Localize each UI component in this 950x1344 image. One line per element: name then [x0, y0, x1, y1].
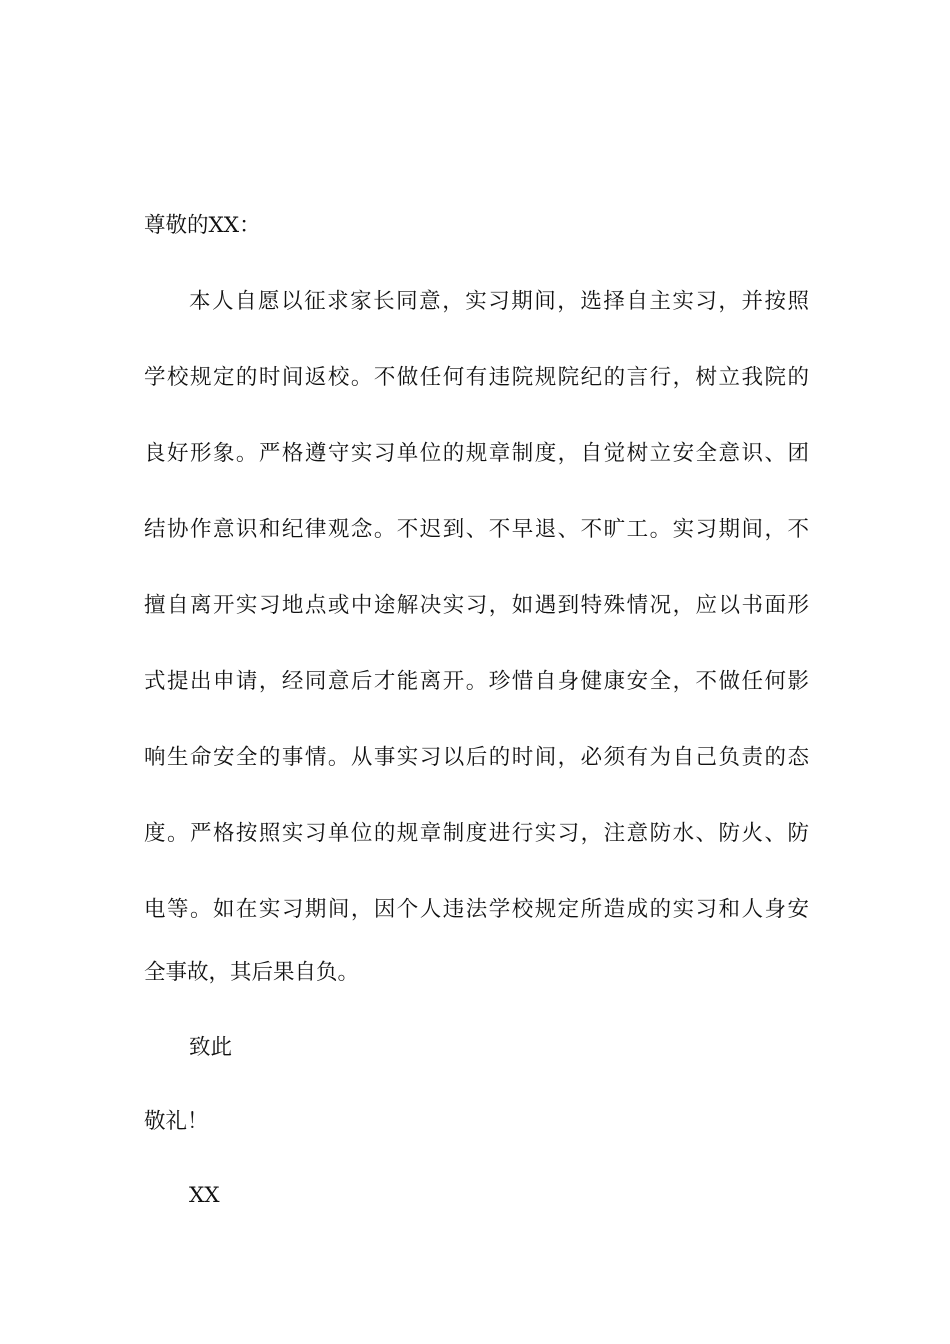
body-line-9: 电等。如在实习期间，因个人违法学校规定所造成的实习和人身安 — [144, 897, 809, 922]
body-line-10: 全事故，其后果自负。 — [144, 960, 360, 985]
body-line-2: 学校规定的时间返校。不做任何有违院规院纪的言行，树立我院的 — [144, 365, 809, 390]
body-line-3: 良好形象。严格遵守实习单位的规章制度，自觉树立安全意识、团 — [144, 441, 809, 466]
body-line-7: 响生命安全的事情。从事实习以后的时间，必须有为自己负责的态 — [144, 745, 809, 770]
closing-line-2: 敬礼！ — [144, 1109, 209, 1134]
body-line-1: 本人自愿以征求家长同意，实习期间，选择自主实习，并按照 — [189, 289, 809, 314]
body-line-5: 擅自离开实习地点或中途解决实习，如遇到特殊情况，应以书面形 — [144, 593, 809, 618]
body-line-6: 式提出申请，经同意后才能离开。珍惜自身健康安全，不做任何影 — [144, 669, 809, 694]
salutation: 尊敬的XX： — [144, 213, 261, 238]
body-line-8: 度。严格按照实习单位的规章制度进行实习，注意防水、防火、防 — [144, 821, 809, 846]
body-line-4: 结协作意识和纪律观念。不迟到、不早退、不旷工。实习期间，不 — [144, 517, 809, 542]
closing-line-1: 致此 — [189, 1035, 233, 1060]
signature: XX — [189, 1183, 220, 1208]
